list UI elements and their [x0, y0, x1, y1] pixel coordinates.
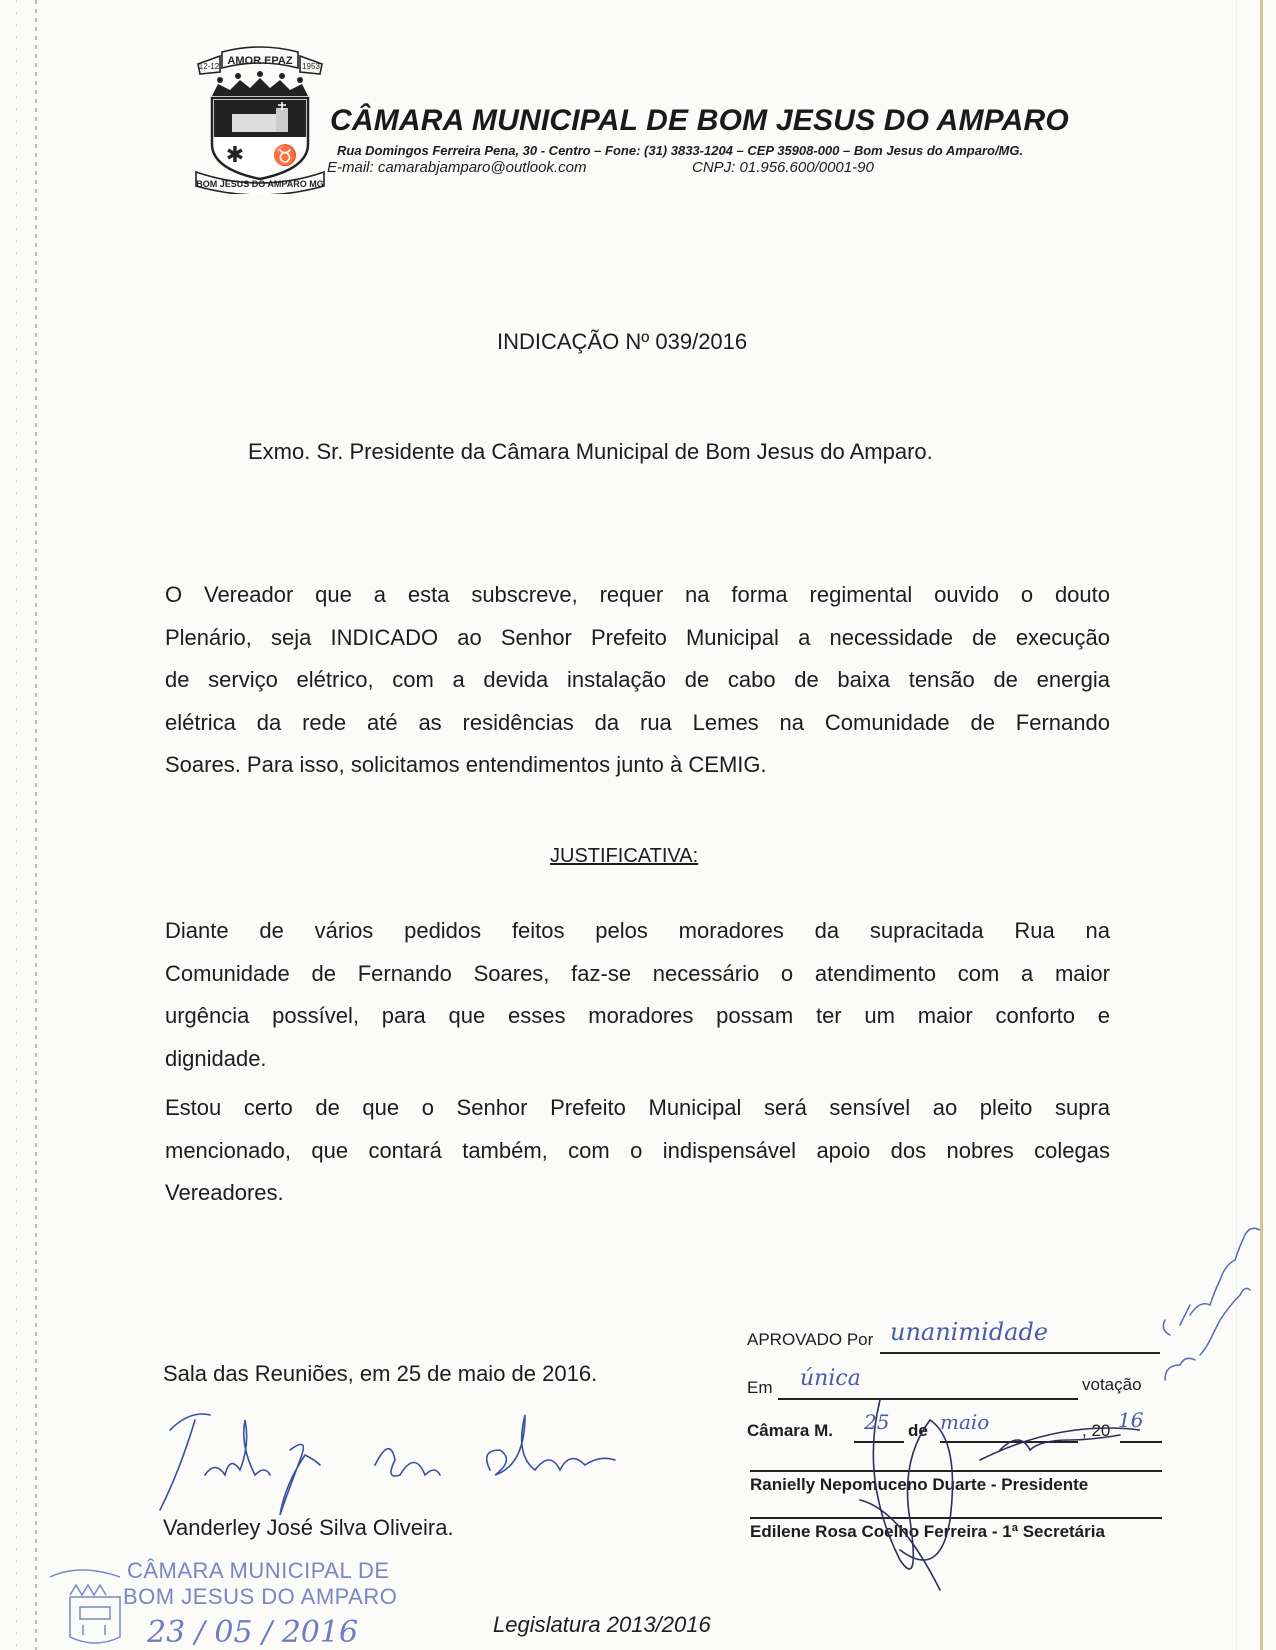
paragraph-line: Diante de vários pedidos feitos pelos moradores da supracitada Rua na: [165, 918, 1110, 943]
request-paragraph: [165, 574, 1110, 787]
svg-text:♉: ♉: [272, 145, 298, 167]
paragraph-line: urgência possível, para que esses moradores possam ter um maior conforto e: [165, 1003, 1110, 1028]
institution-address: Rua Domingos Ferreira Pena, 30 - Centro – Fone: (31) 3833-1204 – CEP 35908-000 – Bom Jesus do Amparo/MG.: [337, 143, 1024, 158]
handwritten-signature: [150, 1390, 710, 1520]
handwritten-initials: [840, 1360, 1140, 1600]
approval-day: 25: [864, 1410, 890, 1434]
signatory-name: Vanderley José Silva Oliveira.: [163, 1515, 454, 1540]
paragraph-line: mencionado, que contará também, com o indispensável apoio dos nobres colegas: [165, 1137, 1110, 1163]
paragraph-line: elétrica da rede até as residências da rua Lemes na Comunidade de Fernando: [165, 709, 1110, 735]
approval-month: maio: [940, 1410, 990, 1434]
paragraph-line: Plenário, seja INDICADO ao Senhor Prefeito Municipal a necessidade de execução: [165, 624, 1110, 650]
svg-text:AMOR EPAZ: AMOR EPAZ: [227, 55, 293, 67]
chamber-date-label: Câmara M.: [747, 1421, 833, 1440]
stamp-line-1: CÂMARA MUNICIPAL DE: [127, 1558, 390, 1583]
place-and-date: Sala das Reuniões, em 25 de maio de 2016.: [163, 1361, 598, 1386]
paragraph-line: dignidade.: [165, 1045, 267, 1071]
justification-paragraph: [165, 910, 1110, 1080]
paragraph-line: de serviço elétrico, com a devida instalação de cabo de baixa tensão de energia: [165, 667, 1110, 692]
handwritten-margin-note: [1150, 1185, 1260, 1385]
institution-email: E-mail: camarabjamparo@outlook.com: [327, 159, 587, 176]
paragraph-line: Comunidade de Fernando Soares, faz-se necessário o atendimento com a maior: [165, 960, 1110, 986]
of-label: de: [908, 1421, 928, 1440]
year-prefix: , 20: [1082, 1421, 1111, 1440]
justification-heading: JUSTIFICATIVA:: [550, 845, 699, 867]
institution-cnpj: CNPJ: 01.956.600/0001-90: [692, 159, 874, 176]
svg-text:BOM JESUS DO AMPARO MG: BOM JESUS DO AMPARO MG: [196, 179, 324, 189]
approved-by-label: APROVADO Por: [747, 1330, 874, 1349]
approved-by-value: unanimidade: [890, 1318, 1049, 1346]
paragraph-line: Vereadores.: [165, 1180, 284, 1205]
scan-binding-mark: [16, 0, 17, 1650]
secretary-name: Edilene Rosa Coelho Ferreira - 1ª Secretária: [750, 1522, 1105, 1541]
svg-text:12-12: 12-12: [198, 62, 220, 71]
approval-year: 16: [1118, 1408, 1144, 1432]
stamp-line-2: BOM JESUS DO AMPARO: [123, 1584, 398, 1609]
legislature-footer: Legislatura 2013/2016: [493, 1612, 711, 1637]
page-fold-line: [1236, 0, 1237, 1650]
svg-text:✱: ✱: [225, 142, 245, 167]
session-value: única: [800, 1366, 861, 1391]
paragraph-line: O Vereador que a esta subscreve, requer na forma regimental ouvido o douto: [165, 582, 1110, 607]
closing-paragraph: [165, 1087, 1110, 1215]
session-label: Em: [747, 1378, 773, 1397]
salutation: Exmo. Sr. Presidente da Câmara Municipal de Bom Jesus do Amparo.: [248, 439, 933, 464]
svg-text:1953: 1953: [302, 62, 320, 71]
paragraph-line: Soares. Para isso, solicitamos entendimentos junto à CEMIG.: [165, 752, 767, 777]
paragraph-line: Estou certo de que o Senhor Prefeito Municipal será sensível ao pleito supra: [165, 1095, 1110, 1120]
municipal-crest-icon: [190, 44, 330, 194]
approved-by-line: [880, 1352, 1160, 1354]
scan-binding-holes: [35, 0, 37, 1650]
vote-label: votação: [1082, 1375, 1142, 1394]
stamp-date: 23 / 05 / 2016: [147, 1615, 359, 1650]
document-title: INDICAÇÃO Nº 039/2016: [497, 329, 748, 354]
institution-title: CÂMARA MUNICIPAL DE BOM JESUS DO AMPARO: [330, 104, 1069, 137]
page-edge: [1260, 0, 1263, 1650]
president-name: Ranielly Nepomuceno Duarte - Presidente: [750, 1475, 1089, 1494]
